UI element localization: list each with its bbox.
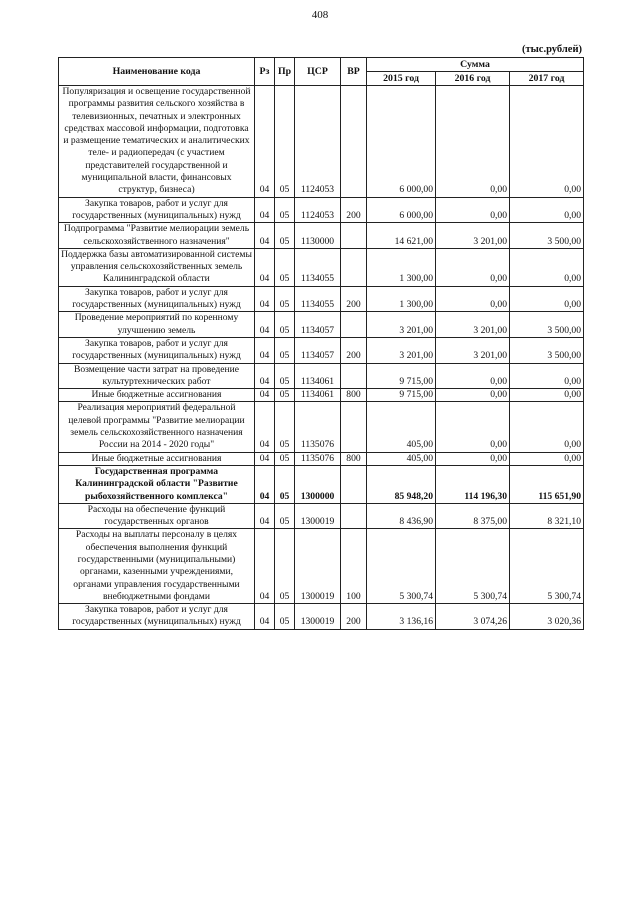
row-name: Поддержка базы автоматизированной системы управления сельскохозяйственных земель Калининградской области <box>59 248 255 286</box>
row-value-2017: 0,00 <box>510 248 584 286</box>
row-value-2016: 3 201,00 <box>436 223 510 249</box>
row-value-2017: 3 500,00 <box>510 223 584 249</box>
row-name: Расходы на обеспечение функций государственных органов <box>59 503 255 529</box>
row-name: Возмещение части затрат на проведение культуртехнических работ <box>59 363 255 389</box>
table-row <box>59 465 584 503</box>
row-value-2015: 1 300,00 <box>367 286 436 312</box>
row-value-2017: 3 500,00 <box>510 337 584 363</box>
table-row <box>59 86 584 198</box>
row-rz: 04 <box>255 604 275 630</box>
header-sum: Сумма <box>367 58 584 72</box>
row-csr: 1134057 <box>295 337 341 363</box>
table-row <box>59 503 584 529</box>
row-value-2017: 0,00 <box>510 402 584 452</box>
header-name: Наименование кода <box>59 58 255 86</box>
row-name: Подпрограмма "Развитие мелиорации земель сельскохозяйственного назначения" <box>59 223 255 249</box>
row-value-2016: 3 201,00 <box>436 312 510 338</box>
row-value-2017: 8 321,10 <box>510 503 584 529</box>
row-value-2017: 0,00 <box>510 286 584 312</box>
row-vr <box>341 223 367 249</box>
header-csr: ЦСР <box>295 58 341 86</box>
row-value-2015: 3 136,16 <box>367 604 436 630</box>
row-csr: 1134061 <box>295 389 341 402</box>
row-rz: 04 <box>255 312 275 338</box>
row-name: Иные бюджетные ассигнования <box>59 389 255 402</box>
table-row <box>59 363 584 389</box>
row-value-2016: 0,00 <box>436 452 510 465</box>
row-value-2017: 0,00 <box>510 452 584 465</box>
row-value-2017: 0,00 <box>510 197 584 223</box>
row-vr: 200 <box>341 604 367 630</box>
row-value-2017: 3 020,36 <box>510 604 584 630</box>
page-number: 408 <box>311 9 329 21</box>
row-pr: 05 <box>275 312 295 338</box>
row-value-2017: 115 651,90 <box>510 465 584 503</box>
row-name: Иные бюджетные ассигнования <box>59 452 255 465</box>
row-value-2017: 5 300,74 <box>510 529 584 604</box>
row-value-2015: 9 715,00 <box>367 389 436 402</box>
row-value-2015: 8 436,90 <box>367 503 436 529</box>
row-csr: 1134055 <box>295 286 341 312</box>
row-vr: 200 <box>341 337 367 363</box>
row-pr: 05 <box>275 223 295 249</box>
row-value-2015: 405,00 <box>367 452 436 465</box>
row-csr: 1300019 <box>295 503 341 529</box>
row-vr: 100 <box>341 529 367 604</box>
row-csr: 1300019 <box>295 529 341 604</box>
table-row <box>59 402 584 452</box>
row-pr: 05 <box>275 248 295 286</box>
row-vr <box>341 402 367 452</box>
table-row <box>59 248 584 286</box>
row-csr: 1130000 <box>295 223 341 249</box>
budget-table <box>58 57 584 630</box>
row-value-2015: 14 621,00 <box>367 223 436 249</box>
row-vr: 800 <box>341 452 367 465</box>
row-value-2017: 3 500,00 <box>510 312 584 338</box>
table-row <box>59 286 584 312</box>
table-row <box>59 389 584 402</box>
row-pr: 05 <box>275 389 295 402</box>
row-name: Реализация мероприятий федеральной целевой программы "Развитие мелиорации земель сельскохозяйственного назначения России на 2014 - 2020 годы" <box>59 402 255 452</box>
row-rz: 04 <box>255 529 275 604</box>
row-name: Проведение мероприятий по коренному улучшению земель <box>59 312 255 338</box>
table-row <box>59 452 584 465</box>
row-csr: 1134055 <box>295 248 341 286</box>
row-rz: 04 <box>255 286 275 312</box>
row-value-2016: 114 196,30 <box>436 465 510 503</box>
row-rz: 04 <box>255 402 275 452</box>
row-pr: 05 <box>275 86 295 198</box>
header-2017: 2017 год <box>510 72 584 86</box>
row-pr: 05 <box>275 337 295 363</box>
row-pr: 05 <box>275 529 295 604</box>
row-value-2015: 5 300,74 <box>367 529 436 604</box>
row-value-2016: 3 074,26 <box>436 604 510 630</box>
row-pr: 05 <box>275 286 295 312</box>
table-row <box>59 312 584 338</box>
row-value-2015: 3 201,00 <box>367 312 436 338</box>
row-value-2016: 0,00 <box>436 248 510 286</box>
row-vr <box>341 503 367 529</box>
header-rz: Рз <box>255 58 275 86</box>
row-value-2015: 1 300,00 <box>367 248 436 286</box>
row-value-2016: 0,00 <box>436 402 510 452</box>
row-pr: 05 <box>275 402 295 452</box>
row-value-2016: 0,00 <box>436 86 510 198</box>
row-rz: 04 <box>255 452 275 465</box>
row-value-2016: 0,00 <box>436 389 510 402</box>
row-value-2016: 0,00 <box>436 197 510 223</box>
row-vr: 200 <box>341 197 367 223</box>
table-row <box>59 529 584 604</box>
row-csr: 1135076 <box>295 402 341 452</box>
row-value-2016: 0,00 <box>436 286 510 312</box>
table-row <box>59 223 584 249</box>
row-value-2017: 0,00 <box>510 86 584 198</box>
row-rz: 04 <box>255 503 275 529</box>
row-pr: 05 <box>275 197 295 223</box>
units-note: (тыс.рублей) <box>521 44 582 55</box>
row-value-2016: 8 375,00 <box>436 503 510 529</box>
row-name: Расходы на выплаты персоналу в целях обеспечения выполнения функций государственными (муниципальными) органами, казенными учреждениями, органами управления государственными внебюджетными фондами <box>59 529 255 604</box>
row-vr: 800 <box>341 389 367 402</box>
row-rz: 04 <box>255 465 275 503</box>
row-name: Закупка товаров, работ и услуг для государственных (муниципальных) нужд <box>59 604 255 630</box>
header-2015: 2015 год <box>367 72 436 86</box>
row-vr <box>341 86 367 198</box>
row-value-2016: 0,00 <box>436 363 510 389</box>
table-row <box>59 197 584 223</box>
row-value-2015: 6 000,00 <box>367 197 436 223</box>
row-csr: 1300019 <box>295 604 341 630</box>
row-vr <box>341 363 367 389</box>
row-value-2017: 0,00 <box>510 363 584 389</box>
row-pr: 05 <box>275 604 295 630</box>
row-value-2016: 3 201,00 <box>436 337 510 363</box>
row-value-2017: 0,00 <box>510 389 584 402</box>
row-value-2016: 5 300,74 <box>436 529 510 604</box>
row-rz: 04 <box>255 223 275 249</box>
row-value-2015: 6 000,00 <box>367 86 436 198</box>
table-row <box>59 604 584 630</box>
row-csr: 1135076 <box>295 452 341 465</box>
row-vr: 200 <box>341 286 367 312</box>
row-csr: 1300000 <box>295 465 341 503</box>
row-pr: 05 <box>275 452 295 465</box>
row-value-2015: 85 948,20 <box>367 465 436 503</box>
header-2016: 2016 год <box>436 72 510 86</box>
row-rz: 04 <box>255 389 275 402</box>
table-body <box>59 86 584 630</box>
row-rz: 04 <box>255 248 275 286</box>
row-name: Популяризация и освещение государственной программы развития сельского хозяйства в телевизионных, печатных и электронных средствах массовой информации, подготовка и размещение тематических и аналитических теле- и радиопередач (с участием представителей государственной и муниципальной власти, финансовых структур, бизнеса) <box>59 86 255 198</box>
row-pr: 05 <box>275 363 295 389</box>
header-pr: Пр <box>275 58 295 86</box>
header-vr: ВР <box>341 58 367 86</box>
row-vr <box>341 248 367 286</box>
row-rz: 04 <box>255 86 275 198</box>
row-csr: 1124053 <box>295 197 341 223</box>
row-csr: 1134061 <box>295 363 341 389</box>
row-name: Закупка товаров, работ и услуг для государственных (муниципальных) нужд <box>59 286 255 312</box>
row-name: Государственная программа Калининградской области "Развитие рыбохозяйственного комплекса" <box>59 465 255 503</box>
row-name: Закупка товаров, работ и услуг для государственных (муниципальных) нужд <box>59 197 255 223</box>
row-value-2015: 9 715,00 <box>367 363 436 389</box>
row-vr <box>341 312 367 338</box>
row-rz: 04 <box>255 197 275 223</box>
row-value-2015: 405,00 <box>367 402 436 452</box>
row-vr <box>341 465 367 503</box>
row-csr: 1134057 <box>295 312 341 338</box>
row-pr: 05 <box>275 503 295 529</box>
row-name: Закупка товаров, работ и услуг для государственных (муниципальных) нужд <box>59 337 255 363</box>
row-value-2015: 3 201,00 <box>367 337 436 363</box>
row-csr: 1124053 <box>295 86 341 198</box>
row-rz: 04 <box>255 363 275 389</box>
table-row <box>59 337 584 363</box>
row-pr: 05 <box>275 465 295 503</box>
row-rz: 04 <box>255 337 275 363</box>
